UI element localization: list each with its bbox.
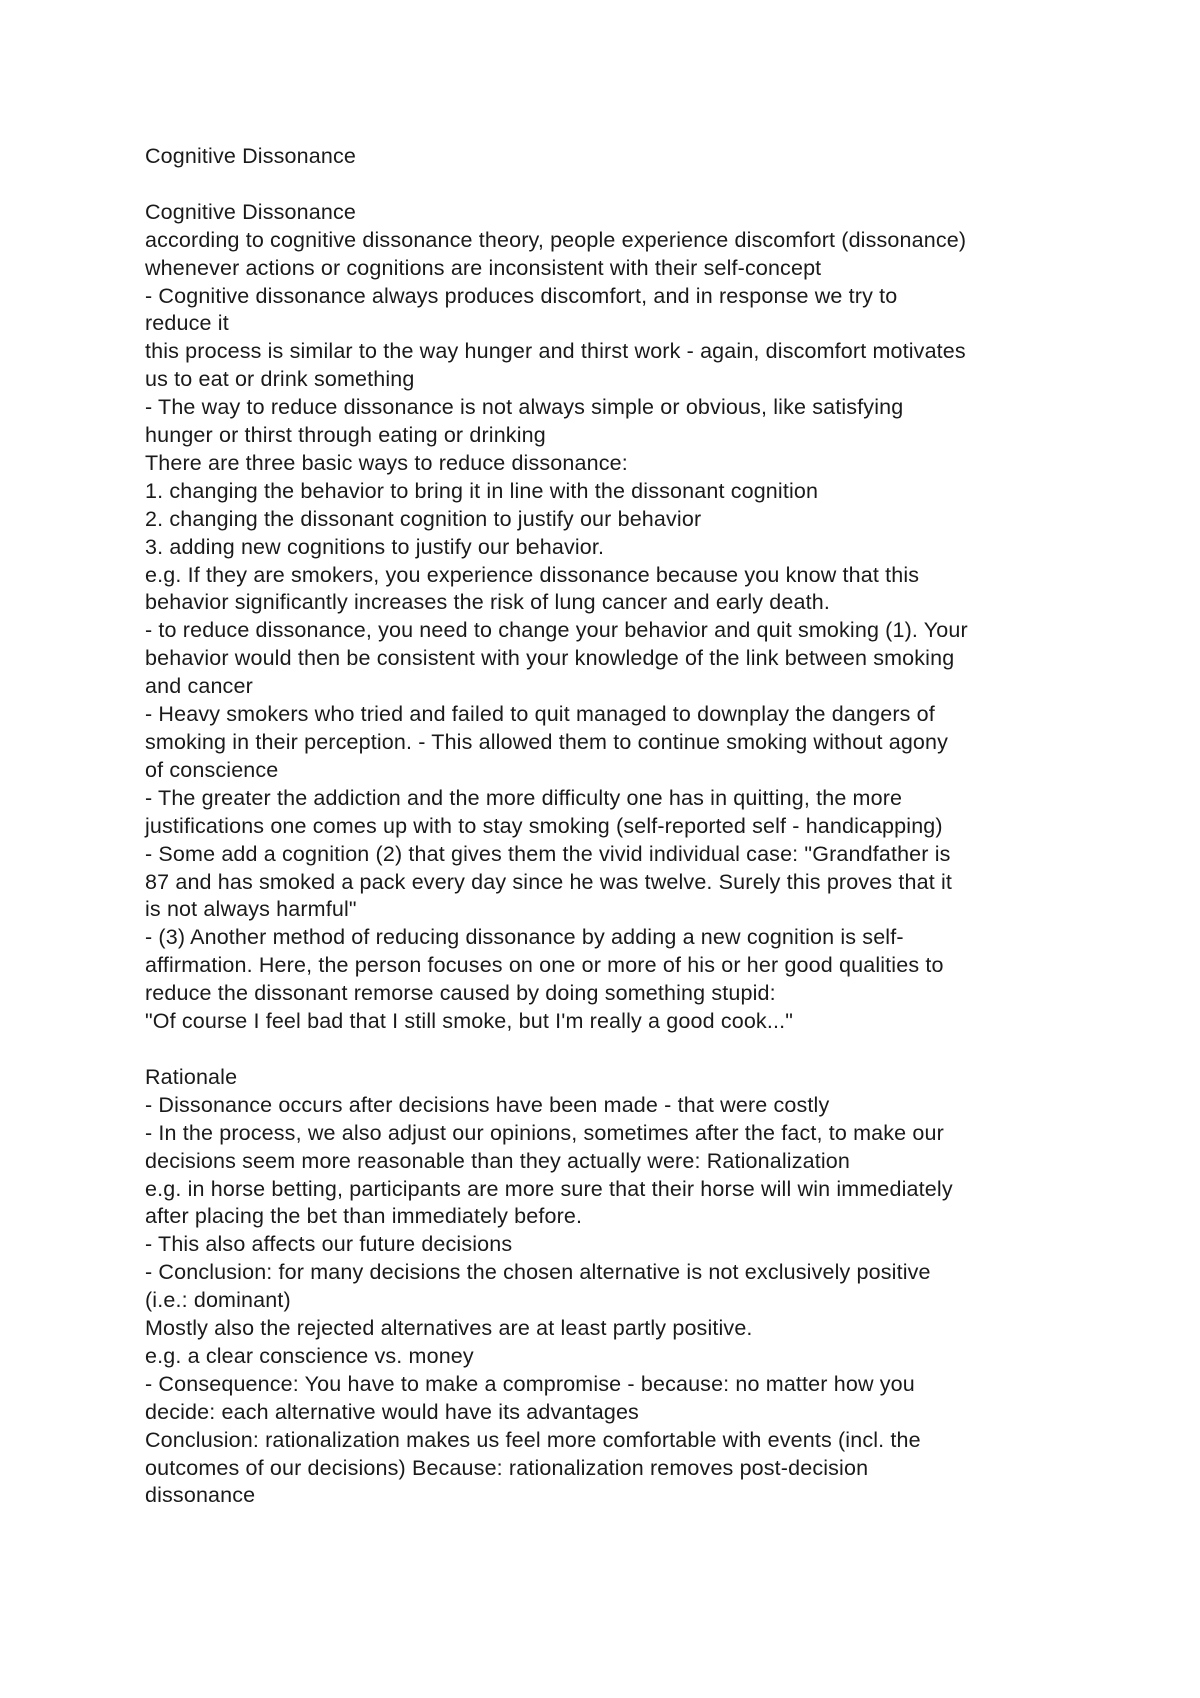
section-rationale	[145, 1064, 1075, 1511]
text-line: - Dissonance occurs after decisions have been made - that were costly	[145, 1092, 830, 1117]
text-line: behavior significantly increases the risk of lung cancer and early death.	[145, 590, 830, 615]
text-line: of conscience	[145, 757, 279, 782]
section-cognitive-dissonance	[145, 199, 1075, 1036]
text-line: - Conclusion: for many decisions the chosen alternative is not exclusively positive	[145, 1260, 931, 1285]
text-line: according to cognitive dissonance theory, people experience discomfort (dissonance)	[145, 227, 967, 252]
text-line: e.g. in horse betting, participants are more sure that their horse will win immediately	[145, 1176, 953, 1201]
text-line: smoking in their perception. - This allowed them to continue smoking without agony	[145, 730, 949, 755]
text-line: - The greater the addiction and the more difficulty one has in quitting, the more	[145, 785, 903, 810]
text-line: - to reduce dissonance, you need to change your behavior and quit smoking (1). Your	[145, 618, 968, 643]
text-line: - Consequence: You have to make a compromise - because: no matter how you	[145, 1371, 915, 1396]
text-line: 87 and has smoked a pack every day since he was twelve. Surely this proves that it	[145, 869, 953, 894]
spacer	[145, 1036, 1075, 1064]
text-line: decisions seem more reasonable than they actually were: Rationalization	[145, 1148, 851, 1173]
text-line: e.g. a clear conscience vs. money	[145, 1343, 474, 1368]
quote-line: "Of course I feel bad that I still smoke, but I'm really a good cook..."	[145, 1009, 793, 1034]
text-line: Conclusion: rationalization makes us feel more comfortable with events (incl. the	[145, 1427, 921, 1452]
document-title: Cognitive Dissonance	[145, 144, 356, 168]
text-line: dissonance	[145, 1483, 256, 1508]
text-line: - In the process, we also adjust our opinions, sometimes after the fact, to make our	[145, 1120, 944, 1145]
text-line: (i.e.: dominant)	[145, 1288, 291, 1313]
text-line: - Heavy smokers who tried and failed to quit managed to downplay the dangers of	[145, 702, 935, 727]
text-line: affirmation. Here, the person focuses on one or more of his or her good qualities to	[145, 953, 944, 978]
text-line: - Cognitive dissonance always produces discomfort, and in response we try to	[145, 283, 898, 308]
text-line: us to eat or drink something	[145, 367, 415, 392]
text-line: - (3) Another method of reducing dissonance by adding a new cognition is self-	[145, 925, 904, 950]
text-line: There are three basic ways to reduce dissonance:	[145, 450, 628, 475]
text-line: e.g. If they are smokers, you experience dissonance because you know that this	[145, 562, 920, 587]
list-item: 3. adding new cognitions to justify our behavior.	[145, 534, 605, 559]
text-line: - This also affects our future decisions	[145, 1232, 513, 1257]
text-line: and cancer	[145, 674, 253, 699]
text-line: decide: each alternative would have its advantages	[145, 1399, 639, 1424]
text-line: justifications one comes up with to stay smoking (self-reported self - handicapping)	[145, 813, 943, 838]
section-heading: Rationale	[145, 1064, 238, 1089]
text-line: reduce the dissonant remorse caused by doing something stupid:	[145, 981, 776, 1006]
document-page	[145, 143, 1075, 1510]
text-line: - The way to reduce dissonance is not always simple or obvious, like satisfying	[145, 395, 904, 420]
text-line: whenever actions or cognitions are inconsistent with their self-concept	[145, 255, 822, 280]
list-item: 1. changing the behavior to bring it in line with the dissonant cognition	[145, 478, 819, 503]
list-item: 2. changing the dissonant cognition to justify our behavior	[145, 506, 702, 531]
section-heading: Cognitive Dissonance	[145, 199, 356, 224]
text-line: behavior would then be consistent with your knowledge of the link between smoking	[145, 646, 955, 671]
text-line: reduce it	[145, 311, 229, 336]
text-line: after placing the bet than immediately before.	[145, 1204, 583, 1229]
text-line: Mostly also the rejected alternatives are at least partly positive.	[145, 1316, 753, 1341]
text-line: hunger or thirst through eating or drinking	[145, 423, 546, 448]
text-line: this process is similar to the way hunger and thirst work - again, discomfort motivates	[145, 339, 966, 364]
text-line: is not always harmful"	[145, 897, 357, 922]
spacer	[145, 171, 1075, 199]
text-line: outcomes of our decisions) Because: rationalization removes post-decision	[145, 1455, 869, 1480]
text-line: - Some add a cognition (2) that gives them the vivid individual case: "Grandfather is	[145, 841, 951, 866]
